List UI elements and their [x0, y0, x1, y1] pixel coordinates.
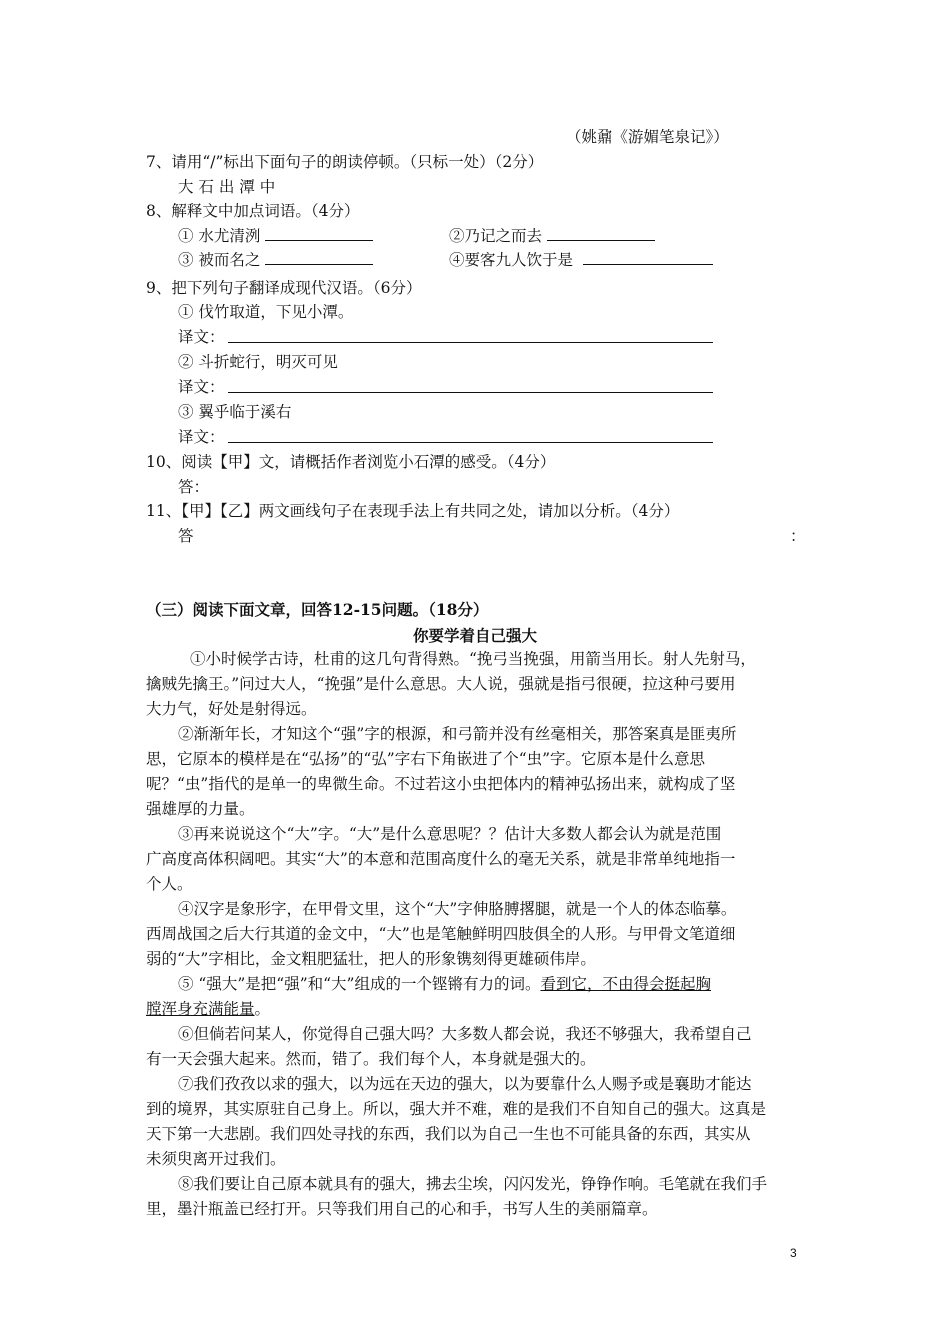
- question-8-item-4: ④要客九人饮于是: [449, 250, 713, 270]
- article-line: 擒贼先擒王。”问过大人，“挽强”是什么意思。大人说，强就是指弓很硬，拉这种弓要用: [146, 675, 736, 693]
- question-8-item-2: ②乃记之而去: [449, 226, 655, 246]
- answer-blank[interactable]: [265, 250, 373, 265]
- article-line: 弱的“大”字相比，金文粗肥猛壮，把人的形象镌刻得更雄硕伟岸。: [146, 950, 596, 968]
- page-number: 3: [790, 1246, 797, 1260]
- question-8-item-1: ① 水尤清洌: [178, 226, 373, 246]
- article-line: 未须臾离开过我们。: [146, 1150, 286, 1168]
- article-line: 思，它原本的模样是在“弘扬”的“弘”字右下角嵌进了个“虫”字。它原本是什么意思: [146, 750, 706, 768]
- question-10-answer: 答：: [178, 478, 210, 496]
- question-7: 7、请用“/”标出下面句子的朗读停顿。（只标一处）（2分）: [146, 153, 544, 171]
- question-9-sentence-1: ① 伐竹取道，下见小潭。: [178, 303, 354, 321]
- question-9-sentence-2: ② 斗折蛇行，明灭可见: [178, 353, 338, 371]
- answer-blank[interactable]: [583, 250, 713, 265]
- source-citation: （姚鼐《游媚笔泉记》）: [566, 128, 729, 146]
- underlined-sentence: 膛浑身充满能量: [146, 1000, 255, 1018]
- article-line: ③再来说说这个“大”字。“大”是什么意思呢？？估计大多数人都会认为就是范围: [178, 825, 722, 843]
- translation-label: 译文：: [178, 378, 225, 396]
- article-line: 到的境界，其实原驻自己身上。所以，强大并不难，难的是我们不自知自己的强大。这真是: [146, 1100, 767, 1118]
- article-line: ⑦我们孜孜以求的强大，以为远在天边的强大，以为要靠什么人赐予或是襄助才能达: [178, 1075, 752, 1093]
- article-line: ②渐渐年长，才知这个“强”字的根源，和弓箭并没有丝毫相关，那答案真是匪夷所: [178, 725, 737, 743]
- question-10: 10、阅读【甲】文，请概括作者浏览小石潭的感受。（4分）: [146, 453, 556, 471]
- translation-label: 译文：: [178, 328, 225, 346]
- article-title: 你要学着自己强大: [412, 626, 537, 645]
- translation-label: 译文：: [178, 428, 225, 446]
- translation-line-1[interactable]: [228, 342, 713, 343]
- question-11-answer: 答: [178, 527, 194, 545]
- article-line-p5: ⑤ “强大”是把“强”和“大”组成的一个铿锵有力的词。看到它，不由得会挺起胸: [178, 975, 711, 993]
- article-line: 天下第一大悲剧。我们四处寻找的东西，我们以为自己一生也不可能具备的东西，其实从: [146, 1125, 751, 1143]
- underlined-sentence: 看到它，不由得会挺起胸: [540, 975, 711, 993]
- question-8: 8、解释文中加点词语。（4分）: [146, 202, 360, 220]
- question-11: 11、【甲】【乙】两文画线句子在表现手法上有共同之处，请加以分析。（4分）: [146, 502, 680, 520]
- question-9-sentence-3: ③ 翼乎临于溪右: [178, 403, 292, 421]
- section-3-heading: （三）阅读下面文章，回答12-15问题。（18分）: [146, 600, 489, 619]
- article-line: ⑥但倘若问某人，你觉得自己强大吗？大多数人都会说，我还不够强大，我希望自己: [178, 1025, 752, 1043]
- question-8-item-3: ③ 被而名之: [178, 250, 373, 270]
- article-line: 西周战国之后大行其道的金文中，“大”也是笔触鲜明四肢俱全的人形。与甲骨文笔道细: [146, 925, 736, 943]
- article-line: 大力气，好处是射得远。: [146, 700, 317, 718]
- article-line: ④汉字是象形字，在甲骨文里，这个“大”字伸胳膊撂腿，就是一个人的体态临摹。: [178, 900, 737, 918]
- answer-blank[interactable]: [547, 226, 655, 241]
- article-line: 广高度高体积阔吧。其实“大”的本意和范围高度什么的毫无关系，就是非常单纯地指一: [146, 850, 736, 868]
- article-line: 有一天会强大起来。然而，错了。我们每个人，本身就是强大的。: [146, 1050, 596, 1068]
- article-line: 里，墨汁瓶盖已经打开。只等我们用自己的心和手，书写人生的美丽篇章。: [146, 1200, 658, 1218]
- translation-line-2[interactable]: [228, 392, 713, 393]
- article-line: ①小时候学古诗，杜甫的这几句背得熟。“挽弓当挽强，用箭当用长。射人先射马，: [190, 650, 756, 668]
- translation-line-3[interactable]: [228, 442, 713, 443]
- answer-blank[interactable]: [265, 226, 373, 241]
- article-line: ⑧我们要让自己原本就具有的强大，拂去尘埃，闪闪发光，铮铮作响。毛笔就在我们手: [178, 1175, 768, 1193]
- article-line: 强雄厚的力量。: [146, 800, 255, 818]
- article-line: 呢？“虫”指代的是单一的卑微生命。不过若这小虫把体内的精神弘扬出来，就构成了坚: [146, 775, 736, 793]
- article-line: 个人。: [146, 875, 193, 893]
- question-11-colon: ：: [790, 527, 806, 545]
- question-9: 9、把下列句子翻译成现代汉语。（6分）: [146, 279, 422, 297]
- question-7-sentence: 大 石 出 潭 中: [178, 178, 276, 196]
- article-line-p5b: 膛浑身充满能量。: [146, 1000, 271, 1018]
